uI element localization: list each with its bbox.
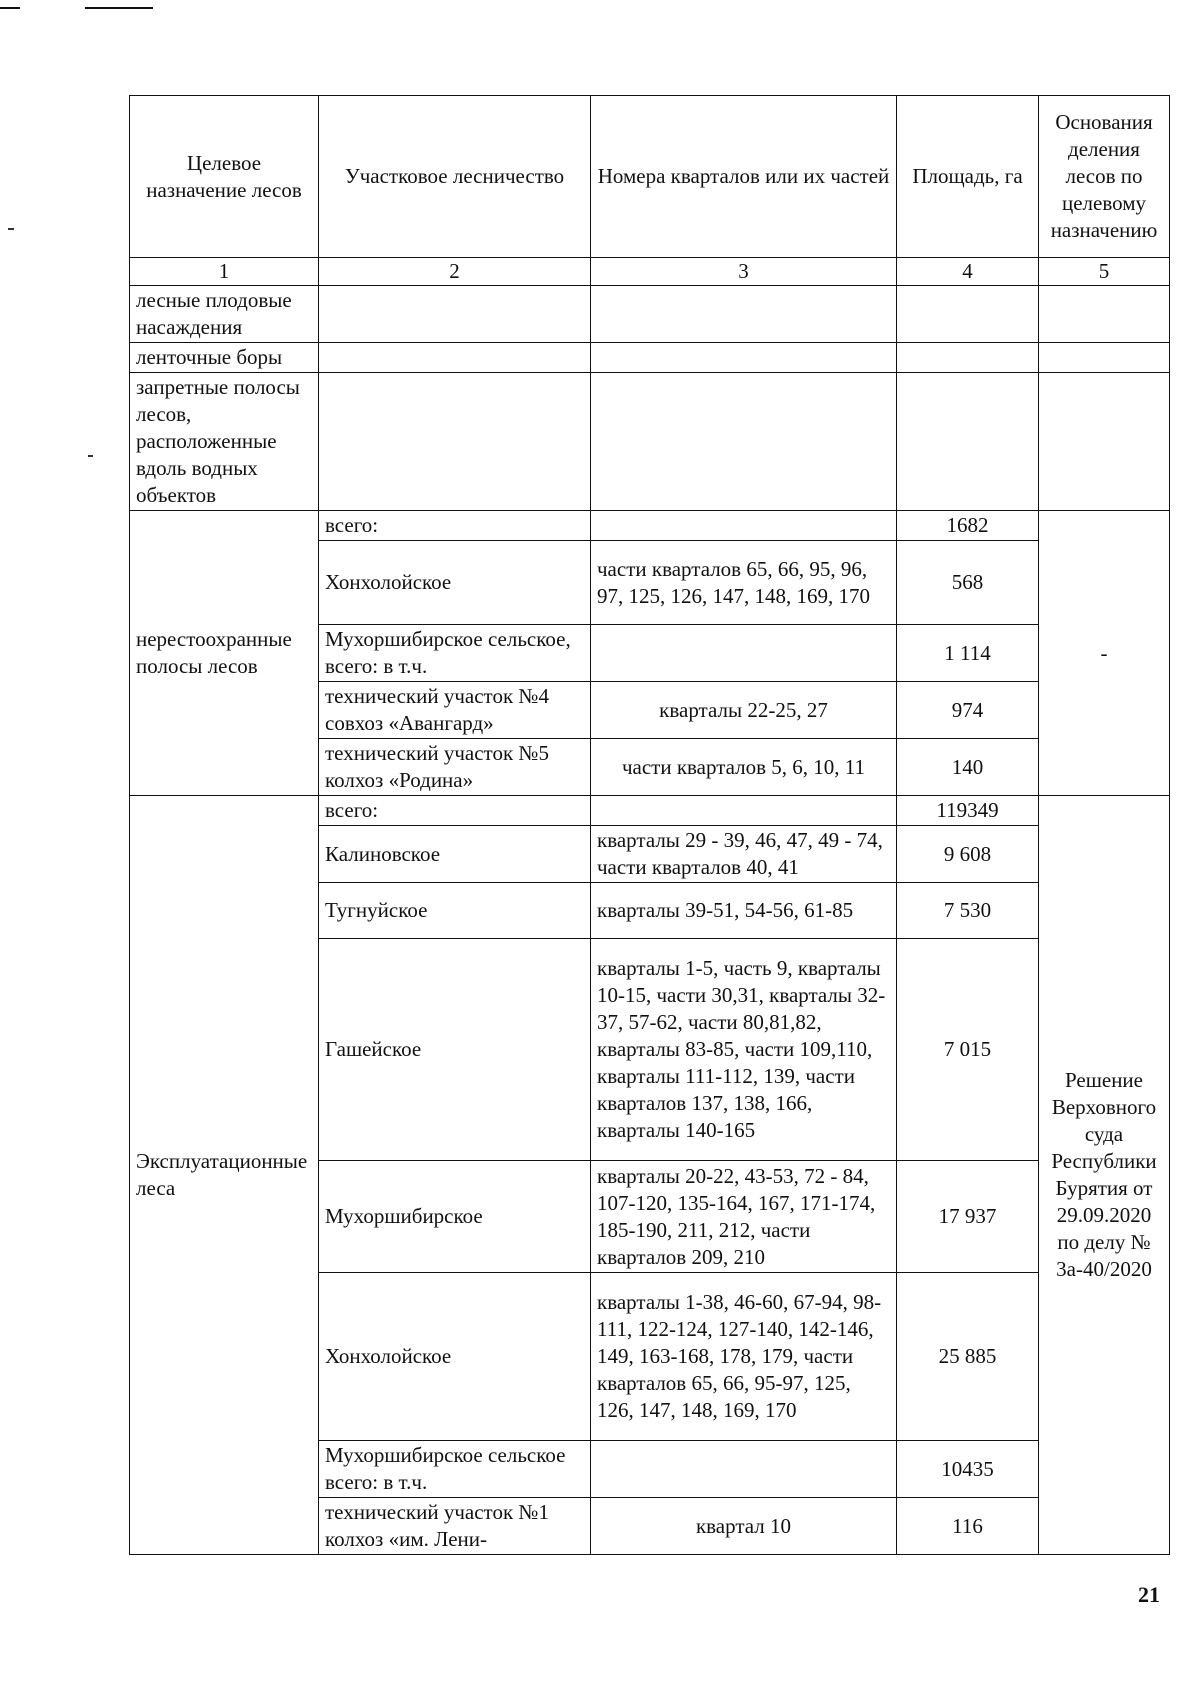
forestry-cell: всего: [319, 511, 591, 541]
basis-cell: - [1039, 511, 1170, 796]
quarters-cell: квартал 10 [591, 1498, 897, 1555]
purpose-cell: ленточные боры [130, 343, 319, 373]
empty-cell [591, 343, 897, 373]
forestry-cell: Гашейское [319, 939, 591, 1161]
header-area: Площадь, га [897, 96, 1039, 258]
area-cell: 974 [897, 682, 1039, 739]
table-row [130, 343, 1170, 373]
quarters-cell: кварталы 39-51, 54-56, 61-85 [591, 883, 897, 939]
header-purpose: Целевое назначение лесов [130, 96, 319, 258]
column-number: 4 [897, 258, 1039, 286]
area-cell: 7 530 [897, 883, 1039, 939]
empty-cell [319, 343, 591, 373]
empty-cell [591, 286, 897, 343]
quarters-cell [591, 625, 897, 682]
quarters-cell: части кварталов 5, 6, 10, 11 [591, 739, 897, 796]
quarters-cell [591, 1441, 897, 1498]
empty-cell [1039, 343, 1170, 373]
scan-artifact-line [85, 7, 153, 9]
empty-cell [1039, 286, 1170, 343]
header-basis: Основания деления лесов по целевому назначению [1039, 96, 1170, 258]
area-cell: 9 608 [897, 826, 1039, 883]
area-cell: 140 [897, 739, 1039, 796]
area-cell: 568 [897, 541, 1039, 625]
quarters-cell: части кварталов 65, 66, 95, 96, 97, 125, 126, 147, 148, 169, 170 [591, 541, 897, 625]
forest-purpose-table [129, 95, 1170, 1555]
quarters-cell: кварталы 1-38, 46-60, 67-94, 98-111, 122-124, 127-140, 142-146, 149, 163-168, 178, 179, части кварталов 65, 66, 95-97, 125, 126, 147, 148, 169, 170 [591, 1273, 897, 1441]
scan-artifact-line [0, 7, 20, 9]
forestry-cell: технический участок №5 колхоз «Родина» [319, 739, 591, 796]
area-cell: 116 [897, 1498, 1039, 1555]
area-cell: 7 015 [897, 939, 1039, 1161]
empty-cell [591, 373, 897, 511]
column-number: 3 [591, 258, 897, 286]
scan-artifact-mark [88, 455, 93, 457]
quarters-cell: кварталы 1-5, часть 9, кварталы 10-15, части 30,31, кварталы 32-37, 57-62, части 80,81,82, кварталы 83-85, части 109,110, кварталы 111-112, 139, части кварталов 137, 138, 166, кварталы 140-165 [591, 939, 897, 1161]
forestry-cell: Мухоршибирское [319, 1161, 591, 1273]
empty-cell [1039, 373, 1170, 511]
column-number-row [130, 258, 1170, 286]
quarters-cell: кварталы 22-25, 27 [591, 682, 897, 739]
forestry-cell: Хонхолойское [319, 541, 591, 625]
forestry-cell: Тугнуйское [319, 883, 591, 939]
area-cell: 119349 [897, 796, 1039, 826]
column-number: 5 [1039, 258, 1170, 286]
scan-artifact-mark [8, 228, 14, 230]
area-cell: 10435 [897, 1441, 1039, 1498]
forestry-cell: технический участок №4 совхоз «Авангард» [319, 682, 591, 739]
area-cell: 1682 [897, 511, 1039, 541]
empty-cell [897, 286, 1039, 343]
purpose-cell: запретные полосы лесов, расположенные вдоль водных объектов [130, 373, 319, 511]
column-number: 2 [319, 258, 591, 286]
forestry-cell: Калиновское [319, 826, 591, 883]
forestry-cell: технический участок №1 колхоз «им. Лени- [319, 1498, 591, 1555]
purpose-cell: лесные плодовые насаждения [130, 286, 319, 343]
header-row [130, 96, 1170, 258]
purpose-cell: Эксплуатационные леса [130, 796, 319, 1555]
quarters-cell: кварталы 29 - 39, 46, 47, 49 - 74, части кварталов 40, 41 [591, 826, 897, 883]
column-number: 1 [130, 258, 319, 286]
empty-cell [319, 286, 591, 343]
quarters-cell [591, 796, 897, 826]
empty-cell [897, 373, 1039, 511]
area-cell: 1 114 [897, 625, 1039, 682]
basis-cell: Решение Верховного суда Республики Бурятия от 29.09.2020 по делу № 3а-40/2020 [1039, 796, 1170, 1555]
area-cell: 17 937 [897, 1161, 1039, 1273]
page-number: 21 [1138, 1582, 1160, 1607]
header-forestry: Участковое лесничество [319, 96, 591, 258]
forestry-cell: Хонхолойское [319, 1273, 591, 1441]
table-row [130, 511, 1170, 541]
area-cell: 25 885 [897, 1273, 1039, 1441]
table-row [130, 796, 1170, 826]
forestry-cell: всего: [319, 796, 591, 826]
quarters-cell: кварталы 20-22, 43-53, 72 - 84, 107-120, 135-164, 167, 171-174, 185-190, 211, 212, части кварталов 209, 210 [591, 1161, 897, 1273]
table-row [130, 286, 1170, 343]
purpose-cell: нерестоохранные полосы лесов [130, 511, 319, 796]
forestry-cell: Мухоршибирское сельское всего: в т.ч. [319, 1441, 591, 1498]
empty-cell [319, 373, 591, 511]
table-row [130, 373, 1170, 511]
empty-cell [897, 343, 1039, 373]
header-quarters: Номера кварталов или их частей [591, 96, 897, 258]
quarters-cell [591, 511, 897, 541]
forestry-cell: Мухоршибирское сельское, всего: в т.ч. [319, 625, 591, 682]
